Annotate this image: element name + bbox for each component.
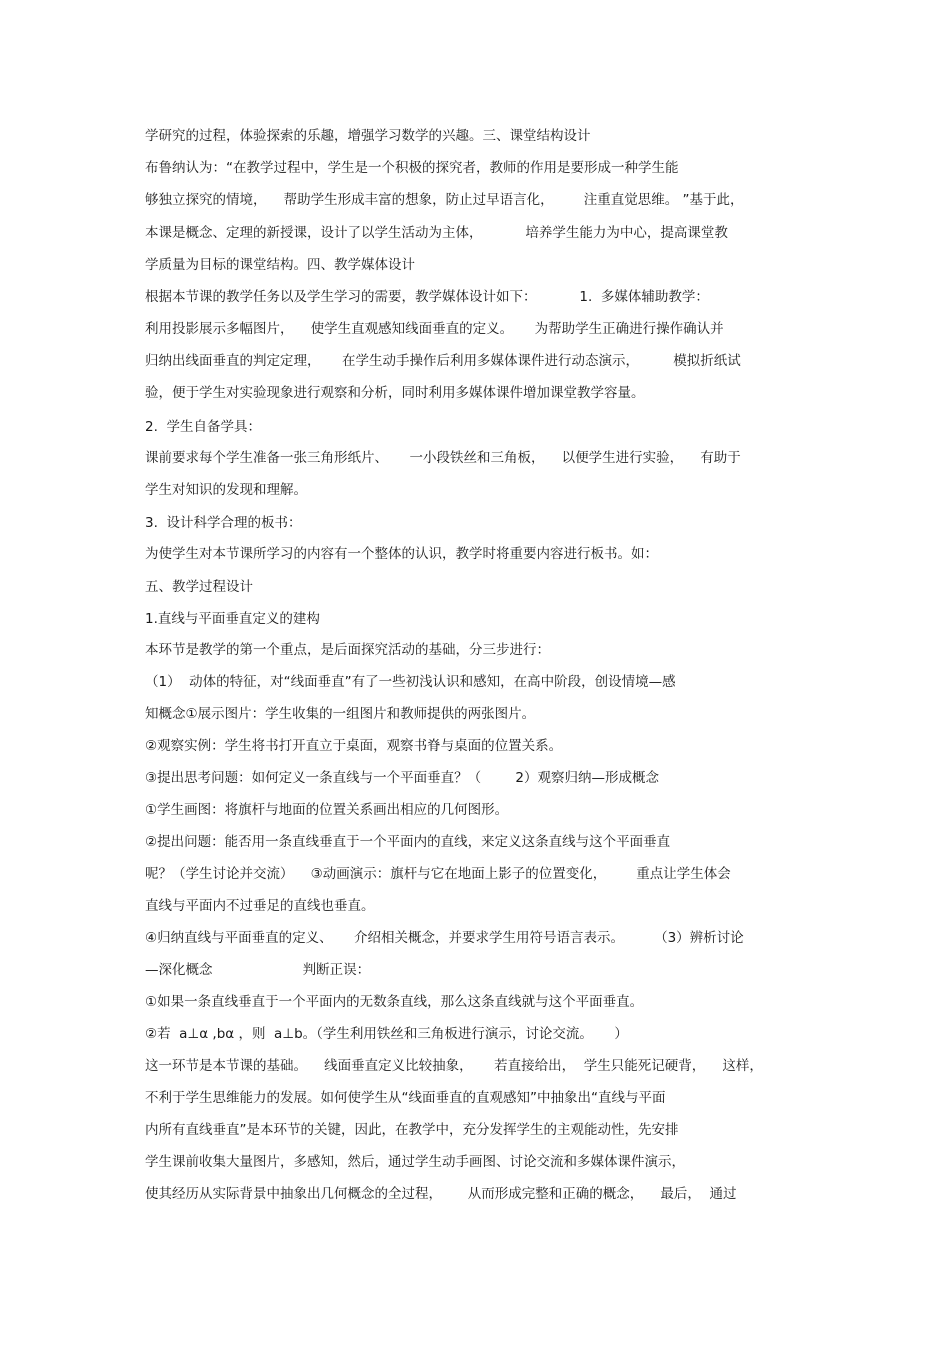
text-line: 五、教学过程设计	[145, 579, 253, 595]
text-line: 使其经历从实际背景中抽象出几何概念的全过程， 从而形成完整和正确的概念， 最后， 通过	[145, 1186, 737, 1202]
text-line: 3. 设计科学合理的板书：	[145, 515, 302, 531]
text-line: 不利于学生思维能力的发展。如何使学生从“线面垂直的直观感知”中抽象出“直线与平面	[145, 1090, 666, 1106]
text-line: 根据本节课的教学任务以及学生学习的需要，教学媒体设计如下： 1. 多媒体辅助教学：	[145, 289, 709, 305]
text-line: 验，便于学生对实验现象进行观察和分析，同时利用多媒体课件增加课堂教学容量。	[145, 385, 645, 401]
text-line: 学研究的过程，体验探索的乐趣，增强学习数学的兴趣。三、课堂结构设计	[145, 128, 591, 144]
text-line: 这一环节是本节课的基础。 线面垂直定义比较抽象， 若直接给出， 学生只能死记硬背， 这样，	[145, 1058, 763, 1074]
text-line: ②若 a⊥α ,bα ，则 a⊥b。（学生利用铁丝和三角板进行演示，讨论交流。 ）	[145, 1026, 628, 1042]
text-line: 知概念①展示图片：学生收集的一组图片和教师提供的两张图片。	[145, 706, 536, 722]
text-line: 直线与平面内不过垂足的直线也垂直。	[145, 898, 375, 914]
text-line: 2. 学生自备学具：	[145, 419, 261, 435]
text-line: 内所有直线垂直”是本环节的关键，因此，在教学中，充分发挥学生的主观能动性，先安排	[145, 1122, 679, 1138]
text-line: 布鲁纳认为：“在教学过程中，学生是一个积极的探究者，教师的作用是要形成一种学生能	[145, 160, 679, 176]
text-line: 本环节是教学的第一个重点，是后面探究活动的基础，分三步进行：	[145, 642, 550, 658]
text-line: 学生对知识的发现和理解。	[145, 482, 307, 498]
text-line: —深化概念 判断正误：	[145, 962, 371, 978]
text-line: （1） 动体的特征，对“线面垂直”有了一些初浅认识和感知，在高中阶段，创设情境—感	[145, 674, 676, 690]
text-line: ①学生画图：将旗杆与地面的位置关系画出相应的几何图形。	[145, 802, 509, 818]
text-line: 归纳出线面垂直的判定定理， 在学生动手操作后利用多媒体课件进行动态演示， 模拟折纸试	[145, 353, 741, 369]
text-line: ①如果一条直线垂直于一个平面内的无数条直线，那么这条直线就与这个平面垂直。	[145, 994, 644, 1010]
text-line: 学生课前收集大量图片，多感知，然后，通过学生动手画图、讨论交流和多媒体课件演示，	[145, 1154, 685, 1170]
text-line: 够独立探究的情境， 帮助学生形成丰富的想象，防止过早语言化， 注重直觉思维。 ”基于此，	[145, 192, 744, 208]
text-line: ②提出问题：能否用一条直线垂直于一个平面内的直线，来定义这条直线与这个平面垂直	[145, 834, 671, 850]
text-line: 呢？（学生讨论并交流） ③动画演示：旗杆与它在地面上影子的位置变化， 重点让学生体会	[145, 866, 731, 882]
text-line: 本课是概念、定理的新授课，设计了以学生活动为主体， 培养学生能力为中心，提高课堂教	[145, 225, 728, 241]
text-line: 学质量为目标的课堂结构。四、教学媒体设计	[145, 257, 415, 273]
text-line: 1.直线与平面垂直定义的建构	[145, 611, 320, 627]
text-line: ②观察实例：学生将书打开直立于桌面，观察书脊与桌面的位置关系。	[145, 738, 563, 754]
text-line: 为使学生对本节课所学习的内容有一个整体的认识，教学时将重要内容进行板书。如：	[145, 546, 658, 562]
text-line: 利用投影展示多幅图片， 使学生直观感知线面垂直的定义。 为帮助学生正确进行操作确认并	[145, 321, 724, 337]
text-line: ③提出思考问题：如何定义一条直线与一个平面垂直？（ 2）观察归纳—形成概念	[145, 770, 660, 786]
text-line: ④归纳直线与平面垂直的定义、 介绍相关概念，并要求学生用符号语言表示。 （3）辨析讨论	[145, 930, 744, 946]
text-line: 课前要求每个学生准备一张三角形纸片、 一小段铁丝和三角板， 以便学生进行实验， 有助于	[145, 450, 741, 466]
